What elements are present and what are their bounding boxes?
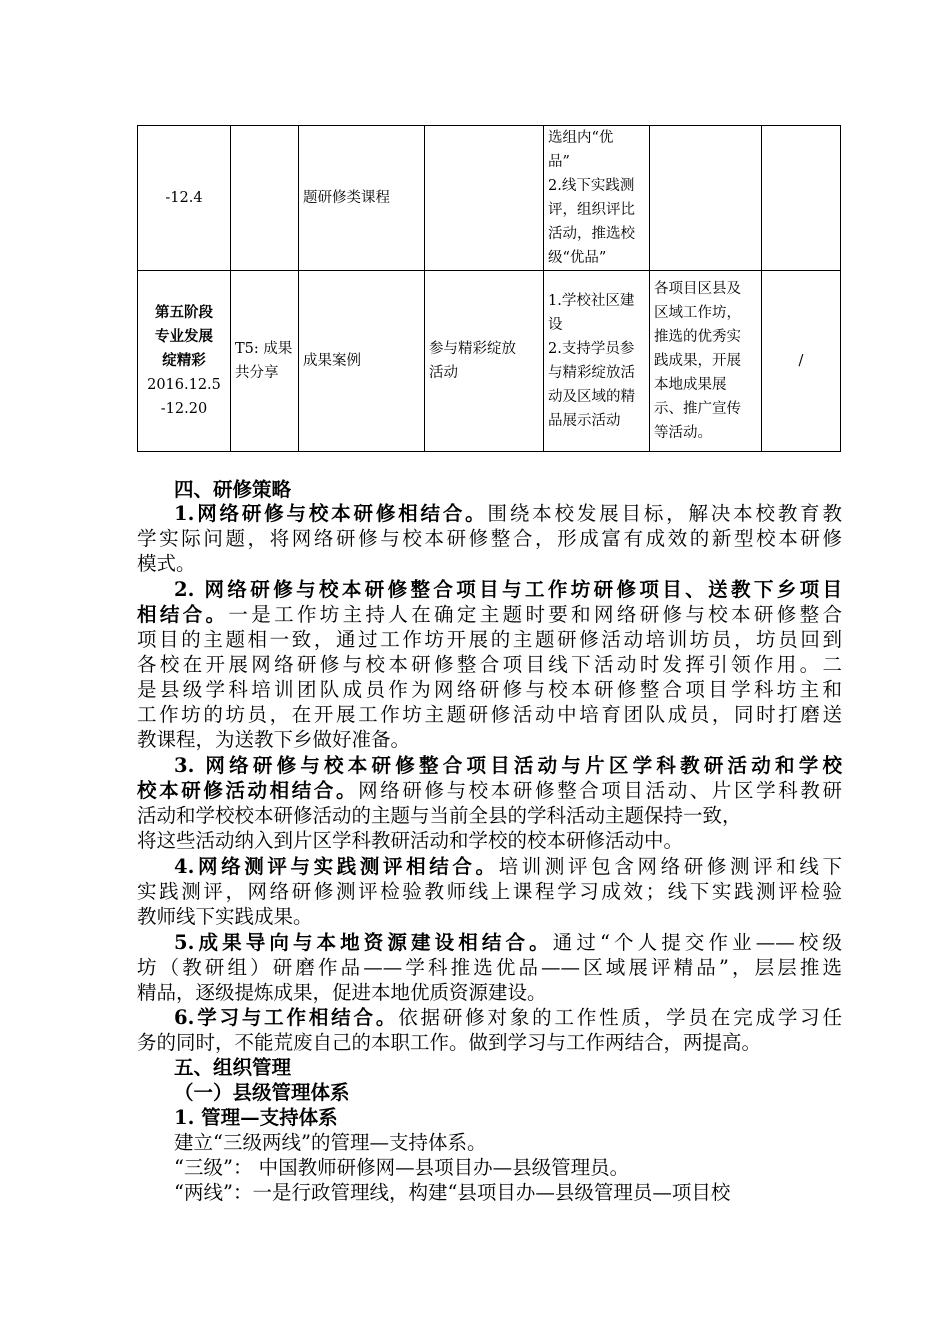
- table-cell: 题研修类课程: [299, 126, 425, 271]
- paragraph-line: 各校在开展网络研修与校本研修整合项目线下活动时发挥引领作用。二: [137, 653, 842, 676]
- paragraph-line: 6.学习与工作相结合。依据研修对象的工作性质，学员在完成学习任: [174, 1006, 842, 1029]
- table-row: [138, 126, 841, 271]
- paragraph-line: 建立“三级两线”的管理—支持体系。: [174, 1131, 487, 1154]
- table-cell: 各项目区县及 区域工作坊， 推选的优秀实 践成果，开展 本地成果展 示、推广宣传 等活动。: [650, 271, 762, 452]
- table-cell: /: [762, 271, 841, 452]
- paragraph-line: 校本研修活动相结合。网络研修与校本研修整合项目活动、片区学科教研: [137, 779, 842, 802]
- paragraph-line: 相结合。一是工作坊主持人在确定主题时要和网络研修与校本研修整合: [137, 603, 842, 626]
- paragraph-line: 5.成果导向与本地资源建设相结合。通过“个人提交作业——校级: [174, 931, 842, 954]
- subsection-heading: （一）县级管理体系: [174, 1081, 350, 1104]
- paragraph-line: 教课程，为送教下乡做好准备。: [137, 728, 411, 751]
- table-cell: [650, 126, 762, 271]
- paragraph-line: “三级”： 中国教师研修网—县项目办—县级管理员。: [174, 1156, 630, 1179]
- paragraph-line: 模式。: [137, 552, 196, 575]
- table-cell: -12.4: [138, 126, 231, 271]
- paragraph-line: 坊（教研组）研磨作品——学科推选优品——区域展评精品”，层层推选: [137, 956, 842, 979]
- table-cell: 成果案例: [299, 271, 425, 452]
- table-cell: T5: 成果 共分享: [231, 271, 299, 452]
- table-cell: [425, 126, 544, 271]
- section-heading: 五、组织管理: [174, 1056, 292, 1079]
- section-heading: 四、研修策略: [174, 478, 292, 501]
- paragraph-line: 将这些活动纳入到片区学科教研活动和学校的校本研修活动中。: [137, 829, 684, 852]
- paragraph-line: 实践测评，网络研修测评检验教师线上课程学习成效；线下实践测评检验: [137, 880, 842, 903]
- paragraph-line: 精品，逐级提炼成果，促进本地优质资源建设。: [137, 981, 547, 1004]
- paragraph-line: 2. 网络研修与校本研修整合项目与工作坊研修项目、送教下乡项目: [174, 578, 842, 601]
- paragraph-line: 4.网络测评与实践测评相结合。培训测评包含网络研修测评和线下: [174, 855, 842, 878]
- paragraph-line: 3. 网络研修与校本研修整合项目活动与片区学科教研活动和学校: [174, 754, 842, 777]
- paragraph-line: 1.网络研修与校本研修相结合。围绕本校发展目标，解决本校教育教: [174, 502, 842, 525]
- paragraph-line: 活动和学校校本研修活动的主题与当前全县的学科活动主题保持一致，: [137, 804, 742, 827]
- table-cell: 1.学校社区建 设 2.支持学员参 与精彩绽放活 动及区域的精 品展示活动: [544, 271, 650, 452]
- subsection-heading: 1. 管理—支持体系: [174, 1106, 338, 1129]
- paragraph-line: 项目的主题相一致，通过工作坊开展的主题研修活动培训坊员，坊员回到: [137, 628, 842, 651]
- table-cell: [231, 126, 299, 271]
- table-row: [138, 271, 841, 452]
- stage-cell: 第五阶段 专业发展 绽精彩 2016.12.5 -12.20: [138, 271, 231, 452]
- paragraph-line: 学实际问题，将网络研修与校本研修整合，形成富有成效的新型校本研修: [137, 527, 842, 550]
- paragraph-line: 是县级学科培训团队成员作为网络研修与校本研修整合项目学科坊主和: [137, 678, 842, 701]
- paragraph-line: 教师线下实践成果。: [137, 905, 313, 928]
- table-cell: 选组内“优 品” 2.线下实践测 评，组织评比 活动，推选校 级“优品”: [544, 126, 650, 271]
- paragraph-line: 工作坊的坊员，在开展工作坊主题研修活动中培育团队成员，同时打磨送: [137, 703, 842, 726]
- table-cell: [762, 126, 841, 271]
- table-cell: 参与精彩绽放 活动: [425, 271, 544, 452]
- schedule-table: [137, 125, 841, 452]
- paragraph-line: 务的同时，不能荒废自己的本职工作。做到学习与工作两结合，两提高。: [137, 1031, 762, 1054]
- paragraph-line: “两线”：一是行政管理线，构建“县项目办—县级管理员—项目校: [174, 1181, 731, 1204]
